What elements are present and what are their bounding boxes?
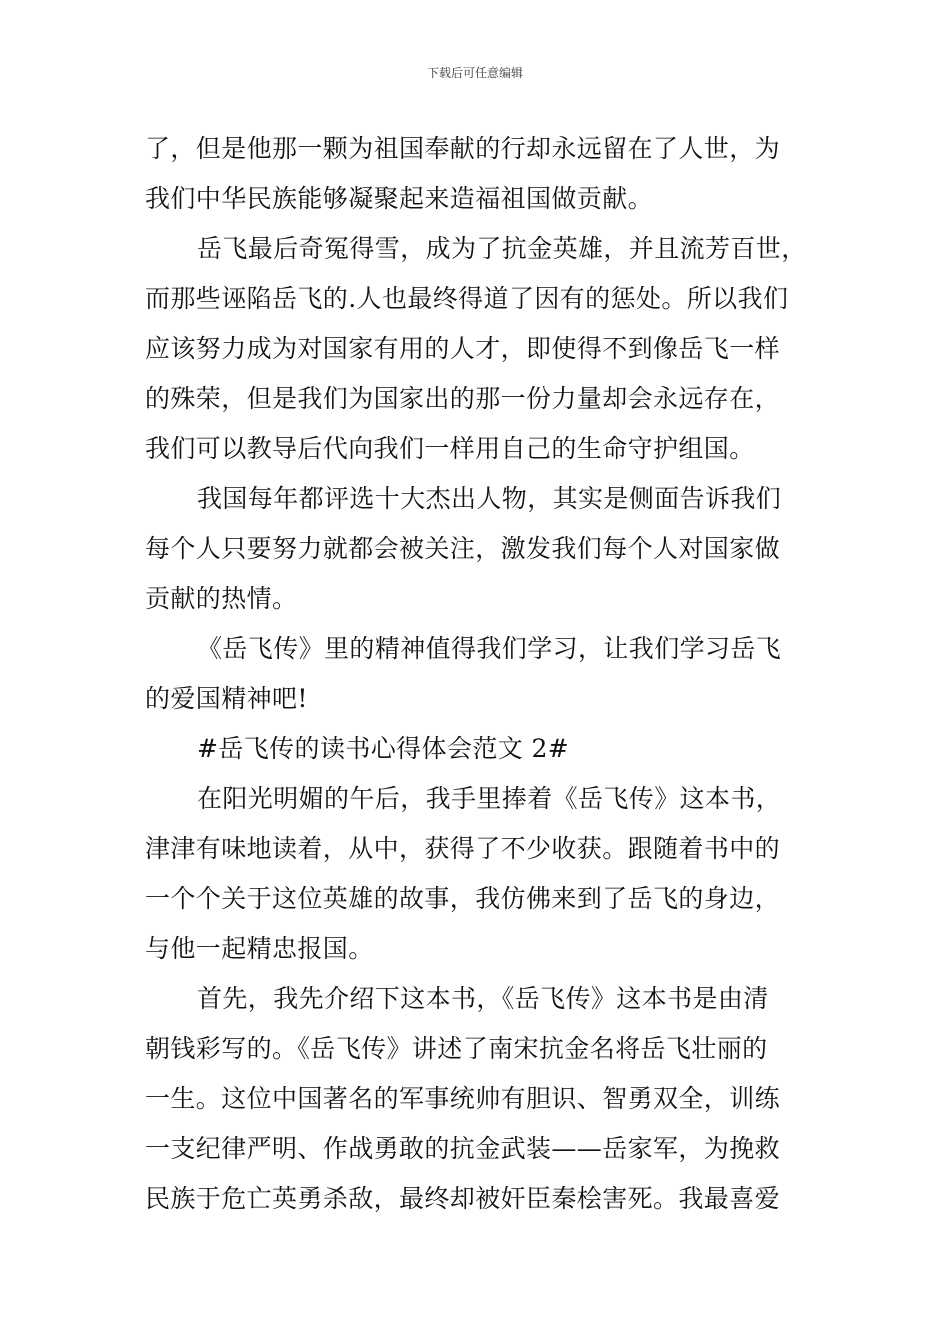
paragraph [145,624,825,724]
paragraph [145,474,825,624]
paragraph [145,774,825,974]
text-line: 我国每年都评选十大杰出人物，其实是侧面告诉我们 [197,484,782,513]
text-line: 每个人只要努力就都会被关注，激发我们每个人对国家做 [145,534,781,563]
section-heading [145,724,825,774]
text-line: 在阳光明媚的午后，我手里捧着《岳飞传》这本书， [197,784,782,813]
text-line: 与他一起精忠报国。 [145,934,374,963]
text-line: 民族于危亡英勇杀敌，最终却被奸臣秦桧害死。我最喜爱 [145,1184,781,1213]
page-header: 下载后可任意编辑 [426,66,523,80]
text-line: 我们可以教导后代向我们一样用自己的生命守护组国。 [145,434,755,463]
text-line: 朝钱彩写的。《岳飞传》讲述了南宋抗金名将岳飞壮丽的 [145,1034,768,1063]
text-line: 首先，我先介绍下这本书，《岳飞传》这本书是由清 [197,984,769,1013]
paragraph [145,224,825,474]
text-line: 《岳飞传》里的精神值得我们学习，让我们学习岳飞 [197,634,782,663]
paragraph [145,124,825,224]
text-line: 的爱国精神吧! [145,684,308,713]
document-body [145,124,825,1224]
text-line: 一支纪律严明、作战勇敢的抗金武装——岳家军，为挽救 [145,1134,781,1163]
text-line: 岳飞最后奇冤得雪，成为了抗金英雄，并且流芳百世， [197,234,807,263]
text-line: 一个个关于这位英雄的故事，我仿佛来到了岳飞的身边， [145,884,781,913]
text-line: 我们中华民族能够凝聚起来造福祖国做贡献。 [145,184,654,213]
text-line: 贡献的热情。 [145,584,298,613]
text-line: 津津有味地读着，从中，获得了不少收获。跟随着书中的 [145,834,781,863]
text-line: 了，但是他那一颗为祖国奉献的行却永远留在了人世，为 [145,134,781,163]
text-line: 而那些诬陷岳飞的.人也最终得道了因有的惩处。所以我们 [145,284,789,313]
text-line: 的殊荣，但是我们为国家出的那一份力量却会永远存在， [145,384,781,413]
text-line: 应该努力成为对国家有用的人才，即使得不到像岳飞一样 [145,334,781,363]
text-line: #岳飞传的读书心得体会范文 2# [197,734,570,763]
paragraph [145,974,825,1224]
text-line: 一生。这位中国著名的军事统帅有胆识、智勇双全，训练 [145,1084,781,1113]
